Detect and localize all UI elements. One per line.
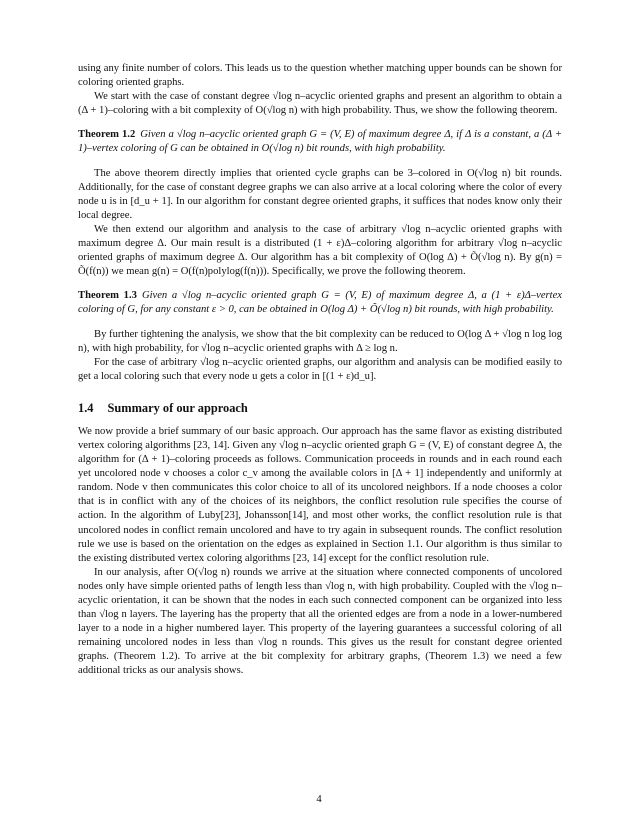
paper-page	[78, 62, 562, 679]
paragraph-local-coloring: For the case of arbitrary √log n–acyclic oriented graphs, our algorithm and analysis can be modified easily to get a local coloring such that every node u gets a color in [(1 + ε)d_u].	[78, 356, 562, 382]
page-number: 4	[316, 794, 322, 805]
section-number: 1.4	[78, 400, 94, 415]
paragraph-extension: We then extend our algorithm and analysis to the case of arbitrary √log n–acyclic oriented graphs with maximum degree Δ. Our main result is a distributed (1 + ε)Δ–coloring algorithm for arbitrary √log n–acyclic oriented graphs of maximum degree Δ. Our algorithm has a bit complexity of O(log Δ) + Õ(√log n). By g(n) = Õ(f(n)) we mean g(n) = O(f(n)polylog(f(n))). Specifically, we prove the following theorem.	[78, 223, 562, 278]
theorem-1-3	[78, 289, 562, 317]
paragraph-theorem-implication: The above theorem directly implies that oriented cycle graphs can be 3–colored in O(√log n) bit rounds. Additionally, for the case of constant degree graphs we can also arrive at a local coloring where the color of every node u is in [d_u + 1]. In our algorithm for constant degree oriented graphs, it suffices that nodes know only their local degree.	[78, 167, 562, 221]
theorem-1-3-text: Given a √log n–acyclic oriented graph G = (V, E) of maximum degree Δ, a (1 + ε)Δ–vertex coloring of G, for any constant ε > 0, can be obtained in O(log Δ) + Õ(√log n) bit rounds, with high probability.	[78, 290, 562, 316]
paragraph-analysis: In our analysis, after O(√log n) rounds we arrive at the situation where connected components of uncolored nodes only have simple oriented paths of length less than √log n, with high probability. Coupled with the √log n–acyclic orientation, it can be shown that the nodes in each such connected component can be organized into less than √log n layers. The layering has the property that all the oriented edges are from a node in a lower-numbered layer to a node in a higher numbered layer. This property of the layering guarantees a successful coloring of all remaining uncolored nodes in less than √log n rounds. This gives us the result for constant degree oriented graphs. (Theorem 1.2). To arrive at the bit complexity for arbitrary graphs, (Theorem 1.3) we need a few additional tricks as our analysis shows.	[78, 566, 562, 677]
paragraph-tightening: By further tightening the analysis, we show that the bit complexity can be reduced to O(log Δ + √log n log log n), with high probability, for √log n–acyclic oriented graphs with Δ ≥ log n.	[78, 328, 562, 354]
paragraph-approach-summary: We now provide a brief summary of our basic approach. Our approach has the same flavor as existing distributed vertex coloring algorithms [23, 14]. Given any √log n–acyclic oriented graph G = (V, E) of constant degree Δ, the algorithm for (Δ + 1)–coloring proceeds as follows. Communication proceeds in rounds and in each round each yet uncolored node v chooses a color c_v among the available colors in [Δ + 1] independently and uniformly at random. Node v then communicates this color choice to all of its uncolored neighbors. If a node chooses a color that is in conflict with any of the choices of its neighbors, the conflict resolution rule specifies the course of action. In the algorithm of Luby[23], Johansson[14], and most other works, the conflict resolution rule is that uncolored nodes in conflict remain uncolored and have to try again in subsequent rounds. The conflict resolution rule we use is based on the orientation on the edges as explained in Section 1.1. Our algorithm is thus similar to the existing distributed vertex coloring algorithms [23, 14] except for the conflict resolution rule.	[78, 425, 562, 564]
theorem-1-3-label: Theorem 1.3	[78, 290, 137, 302]
paragraph-start-case: We start with the case of constant degree √log n–acyclic oriented graphs and present an algorithm to obtain a (Δ + 1)–coloring with a bit complexity of O(√log n) with high probability. Thus, we show the following theorem.	[78, 91, 562, 117]
section-heading	[78, 400, 562, 416]
theorem-1-2-text: Given a √log n–acyclic oriented graph G = (V, E) of maximum degree Δ, if Δ is a constant, a (Δ + 1)–vertex coloring of G can be obtained in O(√log n) bit rounds, with high probability.	[78, 129, 563, 155]
theorem-1-2	[78, 128, 562, 156]
theorem-1-2-label: Theorem 1.2	[78, 129, 136, 141]
paragraph-continued: using any finite number of colors. This leads us to the question whether matching upper bounds can be shown for coloring oriented graphs.	[78, 63, 562, 89]
section-title: Summary of our approach	[107, 400, 248, 415]
